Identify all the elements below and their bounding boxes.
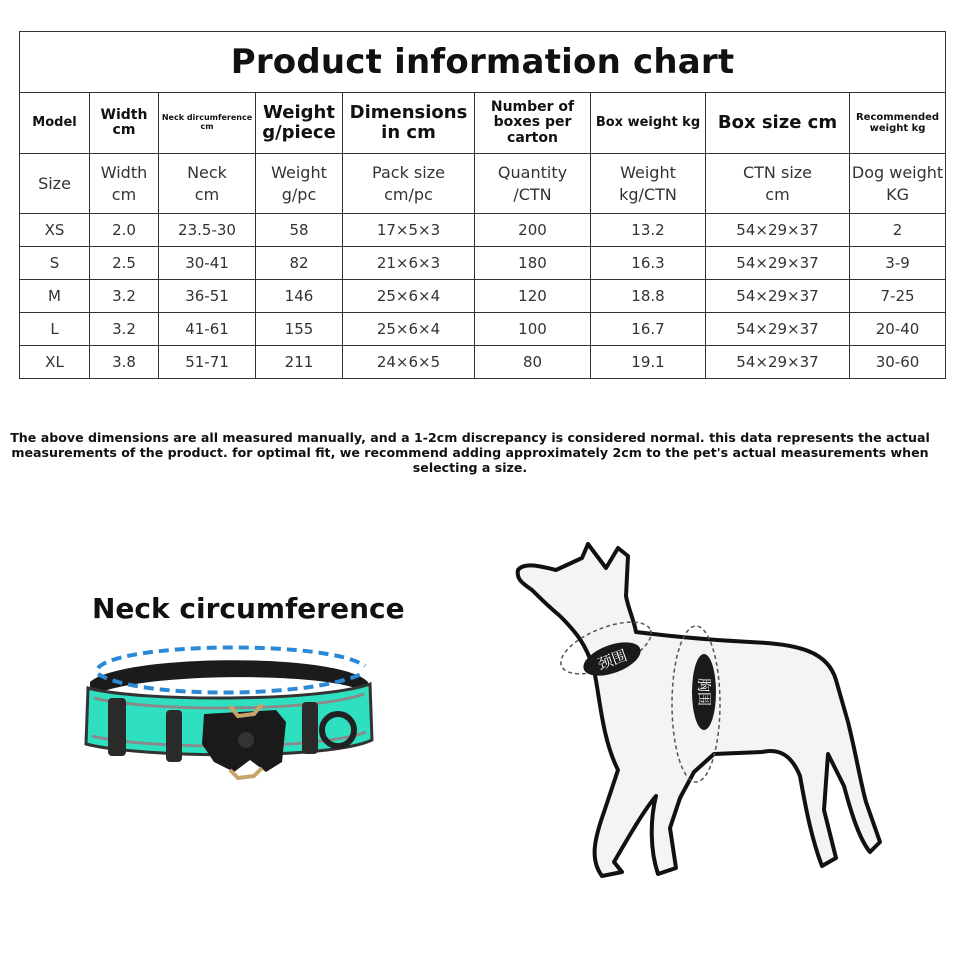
table-cell: 2.0 — [90, 214, 159, 247]
subheader-cell: Weight kg/CTN — [591, 154, 706, 214]
table-cell: 17×5×3 — [343, 214, 475, 247]
table-cell: 18.8 — [591, 280, 706, 313]
table-cell: 58 — [256, 214, 343, 247]
table-row — [20, 247, 946, 280]
table-cell: 21×6×3 — [343, 247, 475, 280]
subheader-cell: Weight g/pc — [256, 154, 343, 214]
table-row — [20, 214, 946, 247]
table-cell: 120 — [475, 280, 591, 313]
table-cell: 2 — [850, 214, 946, 247]
table-row — [20, 313, 946, 346]
dog-illustration — [510, 540, 890, 890]
table-cell: 54×29×37 — [706, 247, 850, 280]
table-cell: 51-71 — [159, 346, 256, 379]
header-cell: Box weight kg — [591, 93, 706, 154]
table-cell: XS — [20, 214, 90, 247]
table-cell: 30-41 — [159, 247, 256, 280]
table-cell: L — [20, 313, 90, 346]
table-cell: 23.5-30 — [159, 214, 256, 247]
neck-circumference-title: Neck circumference — [92, 592, 405, 625]
collar-loop — [108, 698, 126, 756]
measurement-note: The above dimensions are all measured manually, and a 1-2cm discrepancy is considered normal. this data represents the actual measurements of the product. for optimal fit, we recommend adding approximately 2cm to the pet's actual measurements when selecting a size. — [10, 430, 930, 475]
header-cell: Width cm — [90, 93, 159, 154]
table-cell: 41-61 — [159, 313, 256, 346]
table-cell: 54×29×37 — [706, 214, 850, 247]
subheader-cell: Size — [20, 154, 90, 214]
table-cell: 3.2 — [90, 280, 159, 313]
table-cell: 200 — [475, 214, 591, 247]
subheader-cell: Quantity /CTN — [475, 154, 591, 214]
table-cell: 36-51 — [159, 280, 256, 313]
subheader-cell: Width cm — [90, 154, 159, 214]
table-cell: 16.3 — [591, 247, 706, 280]
table-cell: 7-25 — [850, 280, 946, 313]
table-cell: 3.2 — [90, 313, 159, 346]
table-row — [20, 346, 946, 379]
table-cell: 54×29×37 — [706, 280, 850, 313]
collar-illustration — [80, 632, 380, 782]
table-cell: 3.8 — [90, 346, 159, 379]
chest-label: 胸围 — [695, 678, 711, 706]
collar-loop — [166, 710, 182, 762]
table-cell: 100 — [475, 313, 591, 346]
neck-label: 颈围 — [595, 646, 630, 674]
table-cell: M — [20, 280, 90, 313]
subheader-cell: CTN size cm — [706, 154, 850, 214]
header-cell: Number of boxes per carton — [475, 93, 591, 154]
table-cell: XL — [20, 346, 90, 379]
table-cell: 24×6×5 — [343, 346, 475, 379]
header-cell: Recommended weight kg — [850, 93, 946, 154]
table-cell: S — [20, 247, 90, 280]
header-row — [20, 93, 946, 154]
table-cell: 2.5 — [90, 247, 159, 280]
table-cell: 80 — [475, 346, 591, 379]
subheader-cell: Dog weight KG — [850, 154, 946, 214]
header-cell: Model — [20, 93, 90, 154]
table-cell: 211 — [256, 346, 343, 379]
subheader-cell: Pack size cm/pc — [343, 154, 475, 214]
table-cell: 146 — [256, 280, 343, 313]
product-information-chart — [19, 31, 945, 379]
table-cell: 19.1 — [591, 346, 706, 379]
table-body — [20, 214, 946, 379]
header-cell: Box size cm — [706, 93, 850, 154]
table-cell: 25×6×4 — [343, 280, 475, 313]
table-cell: 13.2 — [591, 214, 706, 247]
table-cell: 54×29×37 — [706, 346, 850, 379]
table-cell: 54×29×37 — [706, 313, 850, 346]
table-cell: 82 — [256, 247, 343, 280]
header-cell: Neck dircumference cm — [159, 93, 256, 154]
chart-title: Product information chart — [20, 32, 946, 93]
table-cell: 25×6×4 — [343, 313, 475, 346]
subheader-row — [20, 154, 946, 214]
table-cell: 16.7 — [591, 313, 706, 346]
table-cell: 20-40 — [850, 313, 946, 346]
table-cell: 3-9 — [850, 247, 946, 280]
header-cell: Weight g/piece — [256, 93, 343, 154]
product-table — [19, 31, 946, 379]
collar-loop — [302, 702, 318, 754]
table-row — [20, 280, 946, 313]
header-cell: Dimensions in cm — [343, 93, 475, 154]
subheader-cell: Neck cm — [159, 154, 256, 214]
table-cell: 30-60 — [850, 346, 946, 379]
table-cell: 180 — [475, 247, 591, 280]
table-cell: 155 — [256, 313, 343, 346]
